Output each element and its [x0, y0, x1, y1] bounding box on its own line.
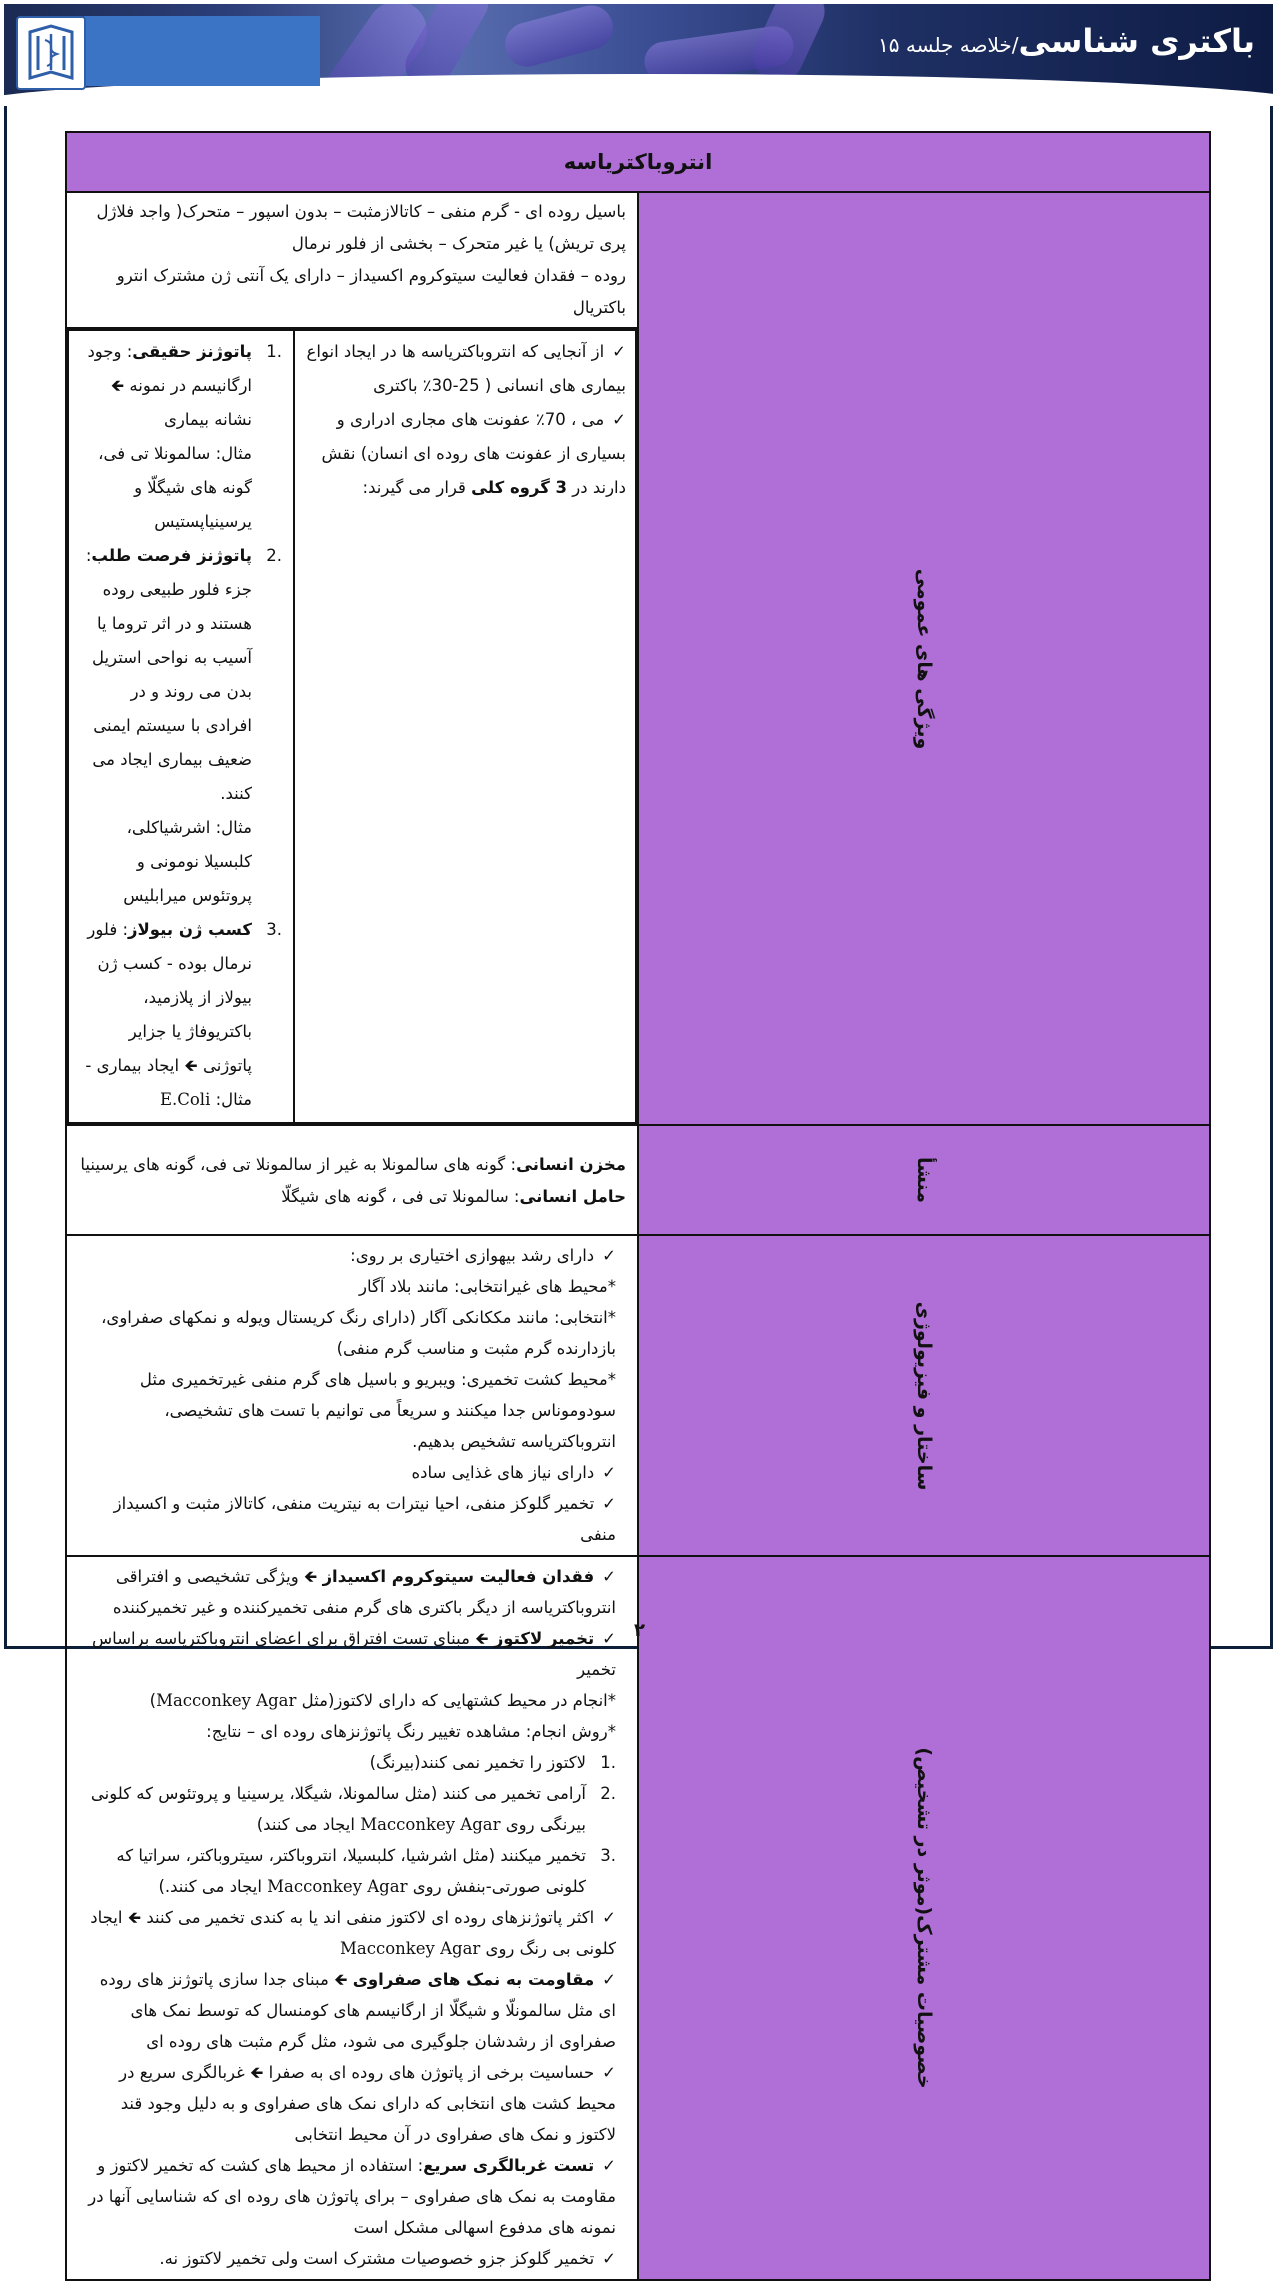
section-label-origin-text: منشأ [913, 1157, 935, 1203]
structure-line-6 [78, 1488, 616, 1550]
result-item-2-latin: Macconkey Agar [360, 1815, 501, 1834]
origin-line-2-text: : سالمونلا تی فی ، گونه های شیگلّا [281, 1187, 520, 1206]
common-line-6-text: 🡸 مبنای جدا سازی پاتوژنز های روده ای مثل سالمونلّا و شیگلّا از ارگانیسم های کومنسال که توسط نمک های صفراوی از رشدشان جلوگیری می شود، مثل گرم مثبت های روده ای [99, 1970, 616, 2051]
common-line-5-latin: Macconkey Agar [339, 1939, 481, 1958]
pathogen-item-1-text: : وجود ارگانیسم در نمونه 🡸 نشانه بیماری [87, 342, 252, 429]
header-title [878, 22, 1255, 60]
pathogen-item-1 [80, 335, 282, 539]
origin-line-1-text: : گونه های سالمونلا به غیر از سالمونلا تی فی، گونه های یرسینیا [80, 1155, 517, 1174]
logo-band [84, 16, 320, 86]
common-line-5-pre: اکثر پاتوژنزهای روده ای لاکتوز منفی اند یا به کندی تخمیر می کنند 🡸 ایجاد کلونی بی رنگ روی [90, 1908, 616, 1958]
general-item-2-bold: 3 گروه کلی [471, 478, 568, 497]
section-label-structure [638, 1235, 1210, 1556]
check-icon: ✓ [602, 2063, 616, 2082]
structure-cell [66, 1235, 638, 1556]
check-icon: ✓ [602, 1246, 616, 1265]
intro-line-1: باسیل روده ای - گرم منفی – کاتالازمثبت – بدون اسپور – متحرک( واجد فلاژل پری تریش) یا غیر متحرک – بخشی از فلور نرمال [96, 202, 626, 253]
origin-line-1 [78, 1149, 626, 1181]
table-title: انتروباکتریاسه [66, 132, 1210, 192]
section-label-common [638, 1556, 1210, 2280]
common-cell [66, 1556, 638, 2280]
origin-line-2 [78, 1181, 626, 1213]
check-icon: ✓ [602, 1463, 616, 1482]
result-item-3-pre: تخمیر میکنند (مثل اشرشیا، کلبسیلا، انتروباکتر، سیتروباکتر، سراتیا که کلونی صورتی-بنفش روی [116, 1846, 586, 1896]
item-number: .3 [266, 920, 282, 939]
section-label-general-text: ویژگی های عمومی [913, 568, 935, 749]
structure-line-4: *محیط کشت تخمیری: ویبریو و باسیل های گرم منفی غیرتخمیری مثل سودوموناس جدا میکنند و سریعاً می توانیم با تست های تشخیصی، انتروباکتریاسه تشخیص بدهیم. [139, 1370, 616, 1451]
section-label-common-text: خصوصیات مشترک(موثر در تشخیص) [913, 1747, 935, 2089]
pathogen-item-3 [80, 913, 282, 1117]
common-line-8-bold: تست غربالگری سریع [423, 2156, 595, 2175]
structure-line-5 [78, 1457, 616, 1488]
general-right-col [294, 330, 636, 1123]
origin-line-2-bold: حامل انسانی [519, 1187, 626, 1206]
result-item-3-post: ایجاد می کنند.) [158, 1877, 268, 1896]
common-line-6 [78, 1964, 616, 2057]
pathogen-item-2-text: : جزء فلور طبیعی روده هستند و در اثر تروما یا آسیب به نواحی استریل بدن می روند و در افرادی با سیستم ایمنی ضعیف بیماری ایجاد می کنند. [85, 546, 252, 803]
check-icon: ✓ [602, 1629, 616, 1648]
check-icon: ✓ [602, 1494, 616, 1513]
general-item-2-post: قرار می گیرند: [362, 478, 472, 497]
check-icon: ✓ [602, 2249, 616, 2268]
common-line-7 [78, 2057, 616, 2150]
common-line-1 [78, 1561, 616, 1623]
item-number: .2 [266, 546, 282, 565]
bacteria-decoration [500, 4, 618, 71]
common-line-1-bold: فقدان فعالیت سیتوکروم اکسیداز [322, 1567, 595, 1586]
check-icon: ✓ [602, 1567, 616, 1586]
pathogen-item-1-example: مثال: سالمونلا تی فی، گونه های شیگلّا و یرسینیاپستیس [98, 444, 252, 531]
intro-cell [66, 192, 638, 328]
common-line-2-bold: تخمیر لاکتوز [493, 1629, 595, 1648]
pathogen-item-2-example: مثال: اشرشیاکلی، کلبسیلا نومونی و پروتئوس میرابلیس [123, 818, 252, 905]
item-number: .3 [600, 1846, 616, 1865]
general-left-col [68, 330, 294, 1123]
check-icon: ✓ [602, 1970, 616, 1989]
common-line-8-text: : استفاده از محیط های کشت که تخمیر لاکتوز و مقاومت به نمک های صفراوی – برای پاتوژن های روده ای که شناسایی آنها در نمونه های مدفوع اسهالی مشکل است [88, 2156, 616, 2237]
common-line-9-text: تخمیر گلوکز جزو خصوصیات مشترک است ولی تخمیر لاکتوز نه. [159, 2249, 595, 2268]
common-line-3 [78, 1685, 616, 1716]
header-title-main: باکتری شناسی [1018, 22, 1255, 60]
enterobacteriaceae-table [65, 131, 1211, 2281]
result-item-3-latin: Macconkey Agar [267, 1877, 408, 1896]
intro-line-2: روده – فقدان فعالیت سیتوکروم اکسیداز – دارای یک آنتی ژن مشترک انترو باکتریال [116, 266, 626, 317]
page-header [4, 4, 1273, 106]
origin-line-1-bold: مخزن انسانی [516, 1155, 626, 1174]
general-item-2 [306, 403, 626, 505]
university-logo-icon [16, 16, 86, 90]
common-line-3-post: ) [149, 1691, 157, 1710]
result-item-1-text: لاکتوز را تخمیر نمی کنند(بیرنگ) [369, 1753, 586, 1772]
structure-line-1 [78, 1240, 616, 1271]
structure-line-1-text: دارای رشد بیهوازی اختیاری بر روی: [350, 1246, 595, 1265]
common-line-3-pre: *انجام در محیط کشتهایی که دارای لاکتوز(مثل [296, 1691, 616, 1710]
structure-line-6-text: تخمیر گلوکز منفی، احیا نیترات به نیتریت منفی، کاتالاز مثبت و اکسیداز منفی [113, 1494, 616, 1544]
section-label-general [638, 192, 1210, 1125]
common-line-1-text: 🡸 ویژگی تشخیصی و افتراقی انتروباکتریاسه از دیگر باکتری های گرم منفی تخمیرکننده و غیر تخمیرکننده [112, 1567, 616, 1617]
check-icon: ✓ [612, 410, 626, 429]
general-item-1-text: از آنجایی که انتروباکتریاسه ها در ایجاد انواع بیماری های انسانی ( 25-30٪ باکتری [306, 342, 626, 395]
result-item-3 [78, 1840, 616, 1902]
structure-line-2: *محیط های غیرانتخابی: مانند بلاد آگار [358, 1277, 616, 1296]
structure-line-3: *انتخابی: مانند مککانکی آگار (دارای رنگ کریستال ویوله و نمکهای صفراوی، بازدارنده گرم مثبت و مناسب گرم منفی) [101, 1308, 616, 1358]
pathogen-item-3-text: : فلور نرمال بوده - کسب ژن بیولاز از پلازمید، باکتریوفاژ یا جزایر پاتوژنی 🡸 ایجاد بیماری - مثال: [85, 920, 252, 1109]
check-icon: ✓ [602, 2156, 616, 2175]
result-item-1 [78, 1747, 616, 1778]
general-item-1 [306, 335, 626, 403]
general-cell [66, 328, 638, 1125]
origin-cell [66, 1125, 638, 1235]
common-line-3-latin: Macconkey Agar [156, 1691, 297, 1710]
common-line-5 [78, 1902, 616, 1964]
pathogen-item-2 [80, 539, 282, 913]
common-line-7-text: حساسیت برخی از پاتوژن های روده ای به صفرا 🡸 غربالگری سریع در محیط کشت های انتخابی که دارای نمک های صفراوی و به دلیل وجود قند لاکتوز و نمک های صفراوی در آن محیط انتخابی [119, 2063, 616, 2144]
pathogen-item-3-bold: کسب ژن بیولاز [128, 920, 252, 939]
common-line-2-text: 🡸 مبنای تست افتراق برای اعضای انتروباکتریاسه براساس تخمیر [92, 1629, 616, 1679]
general-item-2-pre: می ، 70٪ عفونت های مجاری ادراری و بسیاری از عفونت های روده ای انسان) نقش دارند در [321, 410, 626, 497]
header-title-sub: /خلاصه جلسه ۱۵ [878, 33, 1019, 57]
common-line-8 [78, 2150, 616, 2243]
item-number: .2 [600, 1784, 616, 1803]
page-number: ۲ [634, 1620, 645, 1641]
pathogen-item-2-bold: پاتوژنز فرصت طلب [91, 546, 252, 565]
result-item-2 [78, 1778, 616, 1840]
general-inner-table [67, 329, 637, 1124]
check-icon: ✓ [612, 342, 626, 361]
section-label-origin [638, 1125, 1210, 1235]
item-number: .1 [266, 342, 282, 361]
common-line-4: *روش انجام: مشاهده تغییر رنگ پاتوژنزهای روده ای – نتایج: [206, 1722, 616, 1741]
item-number: .1 [600, 1753, 616, 1772]
common-line-9 [78, 2243, 616, 2274]
structure-line-5-text: دارای نیاز های غذایی ساده [411, 1463, 595, 1482]
pathogen-item-1-bold: پاتوژنز حقیقی [132, 342, 252, 361]
result-item-2-post: ایجاد می کنند) [256, 1815, 361, 1834]
pathogen-item-3-example: E.Coli [159, 1090, 211, 1109]
result-item-2-pre: آرامی تخمیر می کنند (مثل سالمونلا، شیگلا، یرسینیا و پروتئوس که کلونی بیرنگی روی [90, 1784, 586, 1834]
common-line-6-bold: مقاومت به نمک های صفراوی [352, 1970, 595, 1989]
section-label-structure-text: ساختار و فیزیولوژی [913, 1301, 935, 1490]
check-icon: ✓ [602, 1908, 616, 1927]
